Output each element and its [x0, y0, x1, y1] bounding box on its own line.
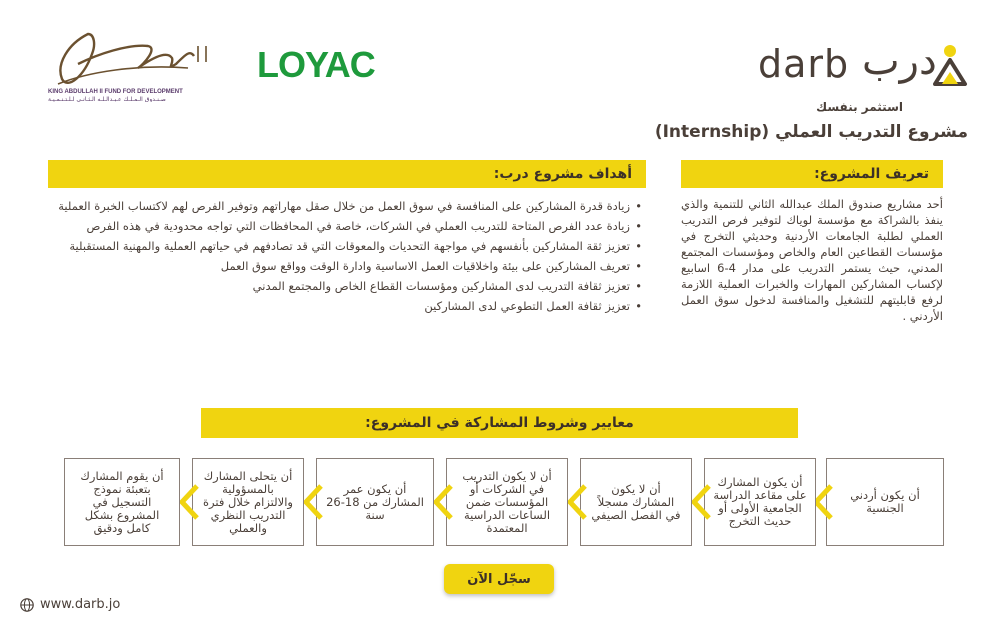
chevron-left-icon: [432, 484, 454, 520]
list-item: • زيادة عدد الفرص المتاحة للتدريب العملي في الشركات، خاصة في المحافظات التي تواجه محدودية في هذه الفرص: [48, 216, 642, 236]
criteria-item-summer-semester: أن لا يكون المشارك مسجلاً في الفصل الصيفي: [580, 458, 692, 546]
register-now-button[interactable]: سجّل الآن: [444, 564, 554, 594]
page-title: مشروع التدريب العملي (Internship): [654, 122, 968, 142]
website-link[interactable]: [20, 597, 120, 612]
criteria-item-responsibility: أن يتحلى المشارك بالمسؤولية والالتزام خلال فترة التدريب النظري والعملي: [192, 458, 304, 546]
darb-logo-latin: darb: [758, 42, 850, 86]
goals-heading: أهداف مشروع درب:: [48, 160, 646, 188]
list-item: • زيادة قدرة المشاركين على المنافسة في سوق العمل من خلال صقل مهاراتهم وتوفير الفرص لهم لاكتساب الخبرة العملية: [48, 196, 642, 216]
criteria-item-nationality: أن يكون أردني الجنسية: [826, 458, 944, 546]
darb-logo: [758, 40, 968, 100]
chevron-left-icon: [302, 484, 324, 520]
list-item: • تعزيز ثقة المشاركين بأنفسهم في مواجهة التحديات والمعوقات التي قد تصادفهم في حياتهم العملية والمهنية المستقبلية: [48, 236, 642, 256]
darb-mark-icon: [932, 44, 968, 88]
list-item: • تعريف المشاركين على بيئة واخلاقيات العمل الاساسية وادارة الوقت وواقع سوق العمل: [48, 256, 642, 276]
svg-text:صـنـدوق الـمـلـك عـبـدالـلـه ا: صـنـدوق الـمـلـك عـبـدالـلـه الـثـانـي لـلـتـنـمـيـة: [48, 96, 166, 102]
chevron-left-icon: [178, 484, 200, 520]
svg-text:KING ABDULLAH II FUND FOR DEVE: KING ABDULLAH II FUND FOR DEVELOPMENT: [48, 89, 183, 95]
chevron-left-icon: [566, 484, 588, 520]
criteria-item-age: أن يكون عمر المشارك من 18-26 سنة: [316, 458, 434, 546]
king-abdullah-fund-logo: [48, 24, 228, 102]
definition-body: أحد مشاريع صندوق الملك عبدالله الثاني للتنمية والذي ينفذ بالشراكة مع مؤسسة لوياك لتوفير فرص التدريب العملي لطلبة الجامعات الأردنية وحديثي التخرج في مؤسسات القطاعين العام والخاص ومؤسسات المجتمع المدني، حيث يستمر التدريب على مدار 4-6 اسابيع لإكساب المشاركين المهارات والخبرات العملية اللازمة لرفع قابليتهم للتشغيل والمنافسة لدخول سوق العمل الأردني .: [681, 197, 943, 323]
criteria-item-student-status: أن يكون المشارك على مقاعد الدراسة الجامعية الأولى أو حديث التخرج: [704, 458, 816, 546]
list-item: • تعزيز ثقافة العمل التطوعي لدى المشاركين: [48, 296, 642, 316]
definition-heading: تعريف المشروع:: [681, 160, 943, 188]
loyac-logo: LOYAC: [257, 44, 375, 85]
slogan: استثمر بنفسك: [816, 100, 903, 114]
criteria-flow: [64, 458, 944, 548]
darb-logo-arabic: درب: [862, 38, 937, 84]
website-url[interactable]: www.darb.jo: [40, 597, 121, 612]
criteria-heading: معايير وشروط المشاركة في المشروع:: [201, 408, 798, 438]
criteria-item-training-hours: أن لا يكون التدريب في الشركات أو المؤسسات ضمن الساعات الدراسية المعتمدة: [446, 458, 568, 546]
chevron-left-icon: [690, 484, 712, 520]
globe-icon: [20, 598, 34, 612]
list-item: • تعزيز ثقافة التدريب لدى المشاركين ومؤسسات القطاع الخاص والمجتمع المدني: [48, 276, 642, 296]
goals-list: [48, 196, 642, 316]
criteria-item-registration-form: أن يقوم المشارك بتعبئة نموذج التسجيل في المشروع بشكل كامل ودقيق: [64, 458, 180, 546]
